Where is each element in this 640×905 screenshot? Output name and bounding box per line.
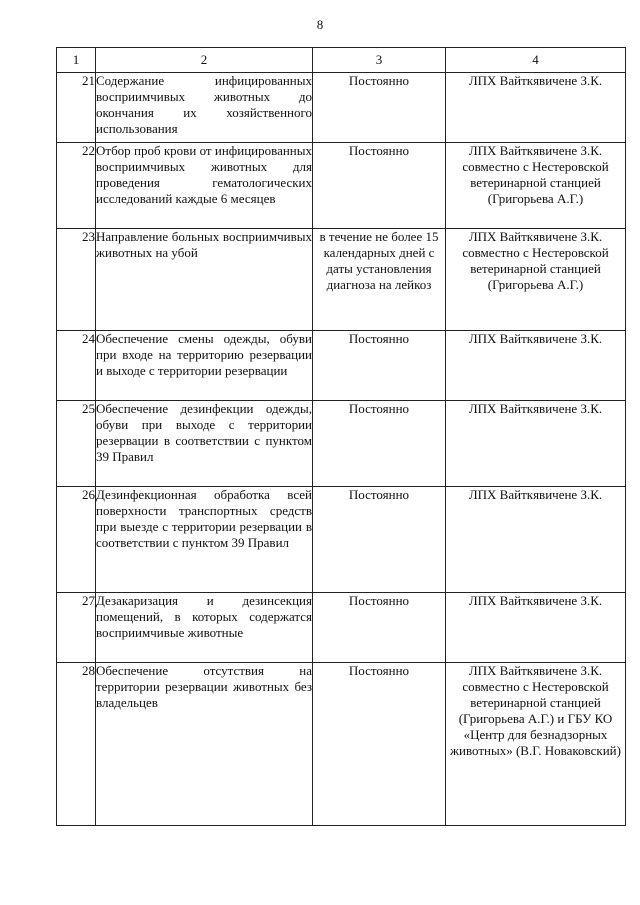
row-period: Постоянно xyxy=(313,331,446,401)
row-action: Отбор проб крови от инфицированных восприимчивых животных для проведения гематологических исследований каждые 6 месяцев xyxy=(96,143,313,229)
table-body xyxy=(57,73,626,826)
row-responsible: ЛПХ Вайткявичене З.К. xyxy=(446,331,626,401)
page-number: 8 xyxy=(316,17,324,32)
row-action: Направление больных восприимчивых животных на убой xyxy=(96,229,313,331)
row-responsible: ЛПХ Вайткявичене З.К. xyxy=(446,401,626,487)
table-row xyxy=(57,229,626,331)
row-number: 24 xyxy=(57,331,96,401)
column-header-period: 3 xyxy=(313,48,446,73)
table-row xyxy=(57,73,626,143)
column-header-responsible: 4 xyxy=(446,48,626,73)
measures-table xyxy=(56,47,626,826)
row-number: 27 xyxy=(57,593,96,663)
row-responsible: ЛПХ Вайткявичене З.К. xyxy=(446,593,626,663)
table-row xyxy=(57,143,626,229)
row-number: 21 xyxy=(57,73,96,143)
row-period: Постоянно xyxy=(313,663,446,826)
row-number: 23 xyxy=(57,229,96,331)
row-number: 26 xyxy=(57,487,96,593)
row-responsible: ЛПХ Вайткявичене З.К. совместно с Нестеровской ветеринарной станцией (Григорьева А.Г.) и ГБУ КО «Центр для безнадзорных животных» (В.Г. Новаковский) xyxy=(446,663,626,826)
row-action: Дезинфекционная обработка всей поверхности транспортных средств при выезде с территории резервации в соответствии с пунктом 39 Правил xyxy=(96,487,313,593)
row-number: 28 xyxy=(57,663,96,826)
row-number: 22 xyxy=(57,143,96,229)
table-row xyxy=(57,487,626,593)
row-responsible: ЛПХ Вайткявичене З.К. совместно с Нестеровской ветеринарной станцией (Григорьева А.Г.) xyxy=(446,229,626,331)
column-header-number: 1 xyxy=(57,48,96,73)
table-row xyxy=(57,331,626,401)
row-action: Обеспечение отсутствия на территории резервации животных без владельцев xyxy=(96,663,313,826)
row-period: Постоянно xyxy=(313,487,446,593)
row-period: Постоянно xyxy=(313,73,446,143)
row-period: Постоянно xyxy=(313,593,446,663)
row-action: Обеспечение дезинфекции одежды, обуви при выходе с территории резервации в соответствии с пунктом 39 Правил xyxy=(96,401,313,487)
table-header xyxy=(57,48,626,73)
row-action: Обеспечение смены одежды, обуви при входе на территорию резервации и выходе с территории резервации xyxy=(96,331,313,401)
table-row xyxy=(57,401,626,487)
row-responsible: ЛПХ Вайткявичене З.К. xyxy=(446,73,626,143)
row-period: Постоянно xyxy=(313,143,446,229)
row-action: Дезакаризация и дезинсекция помещений, в которых содержатся восприимчивые животные xyxy=(96,593,313,663)
row-action: Содержание инфицированных восприимчивых животных до окончания их хозяйственного использования xyxy=(96,73,313,143)
column-header-action: 2 xyxy=(96,48,313,73)
row-period: в течение не более 15 календарных дней с даты установления диагноза на лейкоз xyxy=(313,229,446,331)
row-period: Постоянно xyxy=(313,401,446,487)
row-responsible: ЛПХ Вайткявичене З.К. совместно с Нестеровской ветеринарной станцией (Григорьева А.Г.) xyxy=(446,143,626,229)
table-row xyxy=(57,663,626,826)
row-number: 25 xyxy=(57,401,96,487)
row-responsible: ЛПХ Вайткявичене З.К. xyxy=(446,487,626,593)
header-row xyxy=(57,48,626,73)
table-row xyxy=(57,593,626,663)
